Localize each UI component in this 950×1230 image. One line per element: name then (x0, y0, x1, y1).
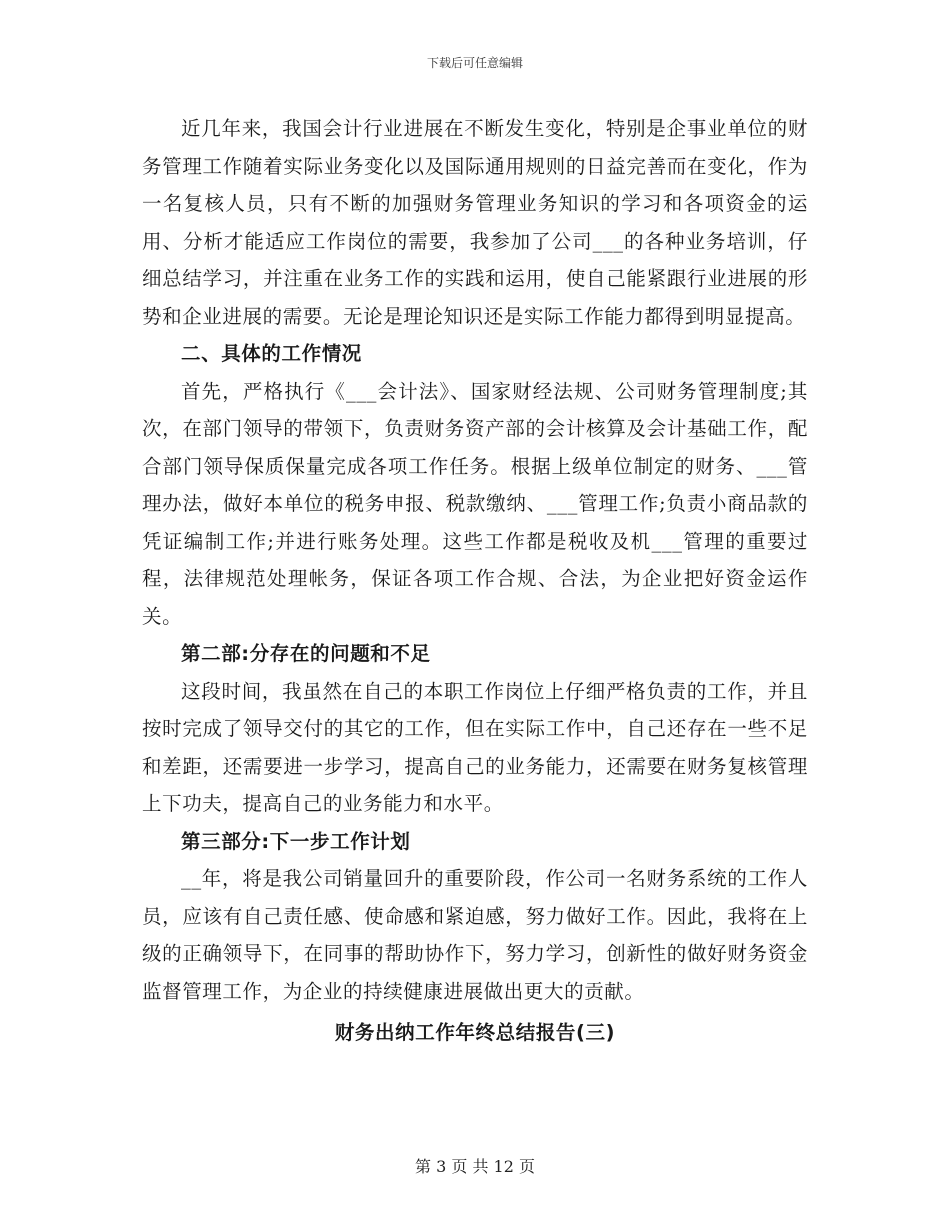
paragraph-next-plan: __年，将是我公司销量回升的重要阶段，作公司一名财务系统的工作人员，应该有自己责任感、使命感和紧迫感，努力做好工作。因此，我将在上级的正确领导下，在同事的帮助协作下，努力学习，创新性的做好财务资金监督管理工作，为企业的持续健康进展做出更大的贡献。 (142, 867, 808, 1003)
paragraph-problems: 这段时间，我虽然在自己的本职工作岗位上仔细严格负责的工作，并且按时完成了领导交付的其它的工作，但在实际工作中，自己还存在一些不足和差距，还需要进一步学习，提高自己的业务能力，还需要在财务复核管理上下功夫，提高自己的业务能力和水平。 (142, 679, 808, 815)
paragraph-work-details: 首先，严格执行《___会计法》、国家财经法规、公司财务管理制度;其次，在部门领导的带领下，负责财务资产部的会计核算及会计基础工作，配合部门领导保质保量完成各项工作任务。根据上级单位制定的财务、___管理办法，做好本单位的税务申报、税款缴纳、___管理工作;负责小商品款的凭证编制工作;并进行账务处理。这些工作都是税收及机___管理的重要过程，法律规范处理帐务，保证各项工作合规、合法，为企业把好资金运作关。 (142, 379, 808, 628)
paragraph-intro: 近几年来，我国会计行业进展在不断发生变化，特别是企事业单位的财务管理工作随着实际业务变化以及国际通用规则的日益完善而在变化，作为一名复核人员，只有不断的加强财务管理业务知识的学习和各项资金的运用、分析才能适应工作岗位的需要，我参加了公司___的各种业务培训，仔细总结学习，并注重在业务工作的实践和运用，使自己能紧跟行业进展的形势和企业进展的需要。无论是理论知识还是实际工作能力都得到明显提高。 (142, 117, 808, 328)
section-heading-next-plan: 第三部分:下一步工作计划 (181, 829, 411, 853)
page-header: 下载后可任意编辑 (426, 56, 523, 70)
document-body (142, 110, 808, 1052)
page-number-footer: 第 3 页 共 12 页 (415, 1157, 535, 1176)
section-heading-problems: 第二部:分存在的问题和不足 (181, 642, 431, 665)
section-heading-work-details: 二、具体的工作情况 (181, 342, 362, 365)
report-title: 财务出纳工作年终总结报告(三) (334, 1021, 616, 1044)
